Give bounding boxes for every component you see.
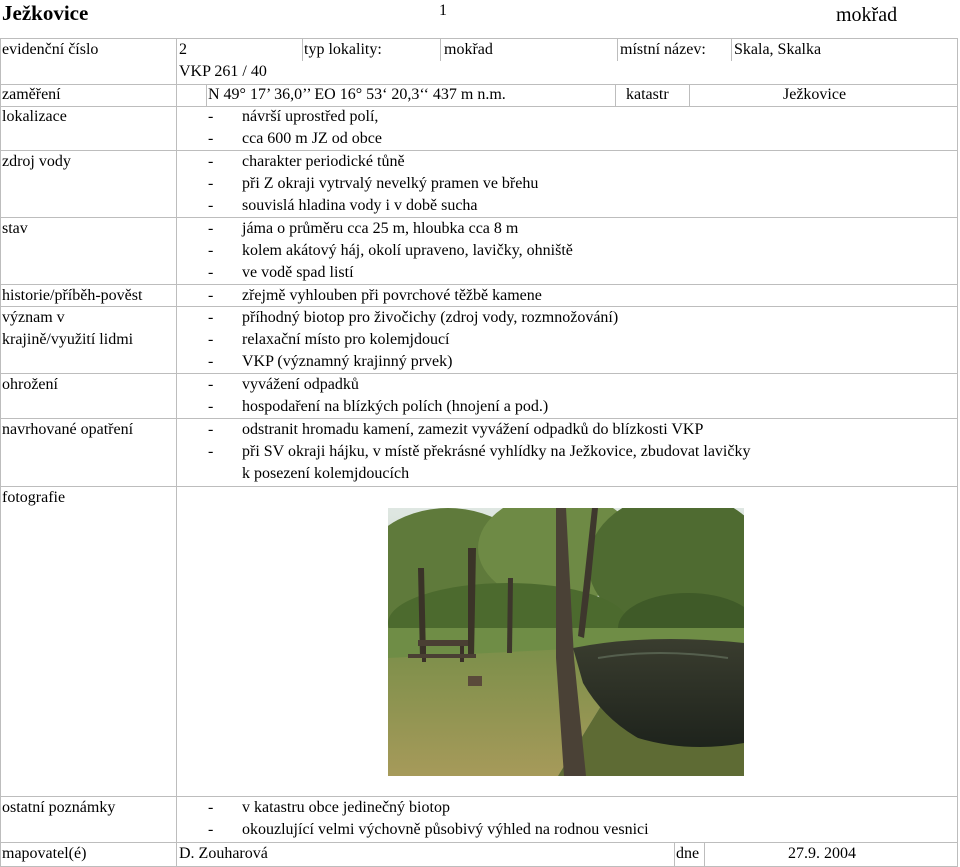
notes-label: ostatní poznámky — [2, 799, 116, 816]
cadastre-value: Ježkovice — [783, 86, 847, 103]
list-item: - hospodaření na blízkých polích (hnojení a pod.) — [208, 398, 549, 415]
importance-label-line2: krajině/využití lidmi — [2, 331, 134, 348]
locality-type-header: mokřad — [836, 4, 898, 26]
list-item: - relaxační místo pro kolemjdoucí — [208, 331, 450, 348]
list-item: - návrší uprostřed polí, — [208, 108, 379, 125]
list-item: - jáma o průměru cca 25 m, hloubka cca 8 m — [208, 220, 519, 237]
history-label: historie/příběh-pověst — [2, 287, 143, 304]
state-label: stav — [2, 220, 28, 237]
list-item: - v katastru obce jedinečný biotop — [208, 799, 450, 816]
cadastre-label: katastr — [626, 86, 669, 103]
evidence-number: 2 — [179, 41, 187, 58]
list-item: - vyvážení odpadků — [208, 376, 359, 393]
list-item: - při SV okraji hájku, v místě překrásné vyhlídky na Ježkovice, zbudovat lavičky — [208, 443, 751, 460]
list-item: - odstranit hromadu kamení, zamezit vyvážení odpadků do blízkosti VKP — [208, 421, 704, 438]
water-source-label: zdroj vody — [2, 153, 71, 170]
threat-label: ohrožení — [2, 376, 58, 393]
photo-label: fotografie — [2, 489, 66, 506]
locality-type-label: typ lokality: — [304, 41, 382, 58]
list-item: - zřejmě vyhlouben při povrchové těžbě kamene — [208, 287, 542, 304]
coordinates: N 49° 17’ 36,0’’ EO 16° 53‘ 20,3‘‘ 437 m n.m. — [208, 86, 506, 103]
evidence-number-label: evidenční číslo — [2, 41, 99, 58]
wetland-photo — [388, 508, 744, 776]
list-item: - VKP (významný krajinný prvek) — [208, 353, 453, 370]
mapper-label: mapovatel(é) — [2, 845, 87, 862]
local-name-label: místní název: — [620, 41, 706, 58]
list-item: - ve vodě spad listí — [208, 264, 354, 281]
list-item: - cca 600 m JZ od obce — [208, 130, 382, 147]
measures-label: navrhované opatření — [2, 421, 134, 438]
evidence-code: VKP 261 / 40 — [179, 63, 267, 80]
list-item: - při Z okraji vytrvalý nevelký pramen ve břehu — [208, 175, 539, 192]
page-title: Ježkovice — [2, 1, 89, 25]
list-item: - souvislá hladina vody i v době sucha — [208, 197, 478, 214]
date-label: dne — [676, 845, 700, 862]
list-item-continuation: k posezení kolemjdoucích — [242, 465, 410, 482]
localization-label: lokalizace — [2, 108, 67, 125]
list-item: - kolem akátový háj, okolí upraveno, lavičky, ohniště — [208, 242, 573, 259]
survey-label: zaměření — [2, 86, 61, 103]
locality-type-value: mokřad — [444, 41, 493, 58]
importance-label-line1: význam v — [2, 309, 65, 326]
local-name-value: Skala, Skalka — [734, 41, 822, 58]
mapper-name: D. Zouharová — [179, 845, 268, 862]
page-number: 1 — [439, 2, 447, 19]
list-item: - okouzlující velmi výchovně působivý výhled na rodnou vesnici — [208, 821, 649, 838]
list-item: - charakter periodické tůně — [208, 153, 405, 170]
list-item: - příhodný biotop pro živočichy (zdroj vody, rozmnožování) — [208, 309, 619, 326]
date-value: 27.9. 2004 — [788, 845, 856, 862]
